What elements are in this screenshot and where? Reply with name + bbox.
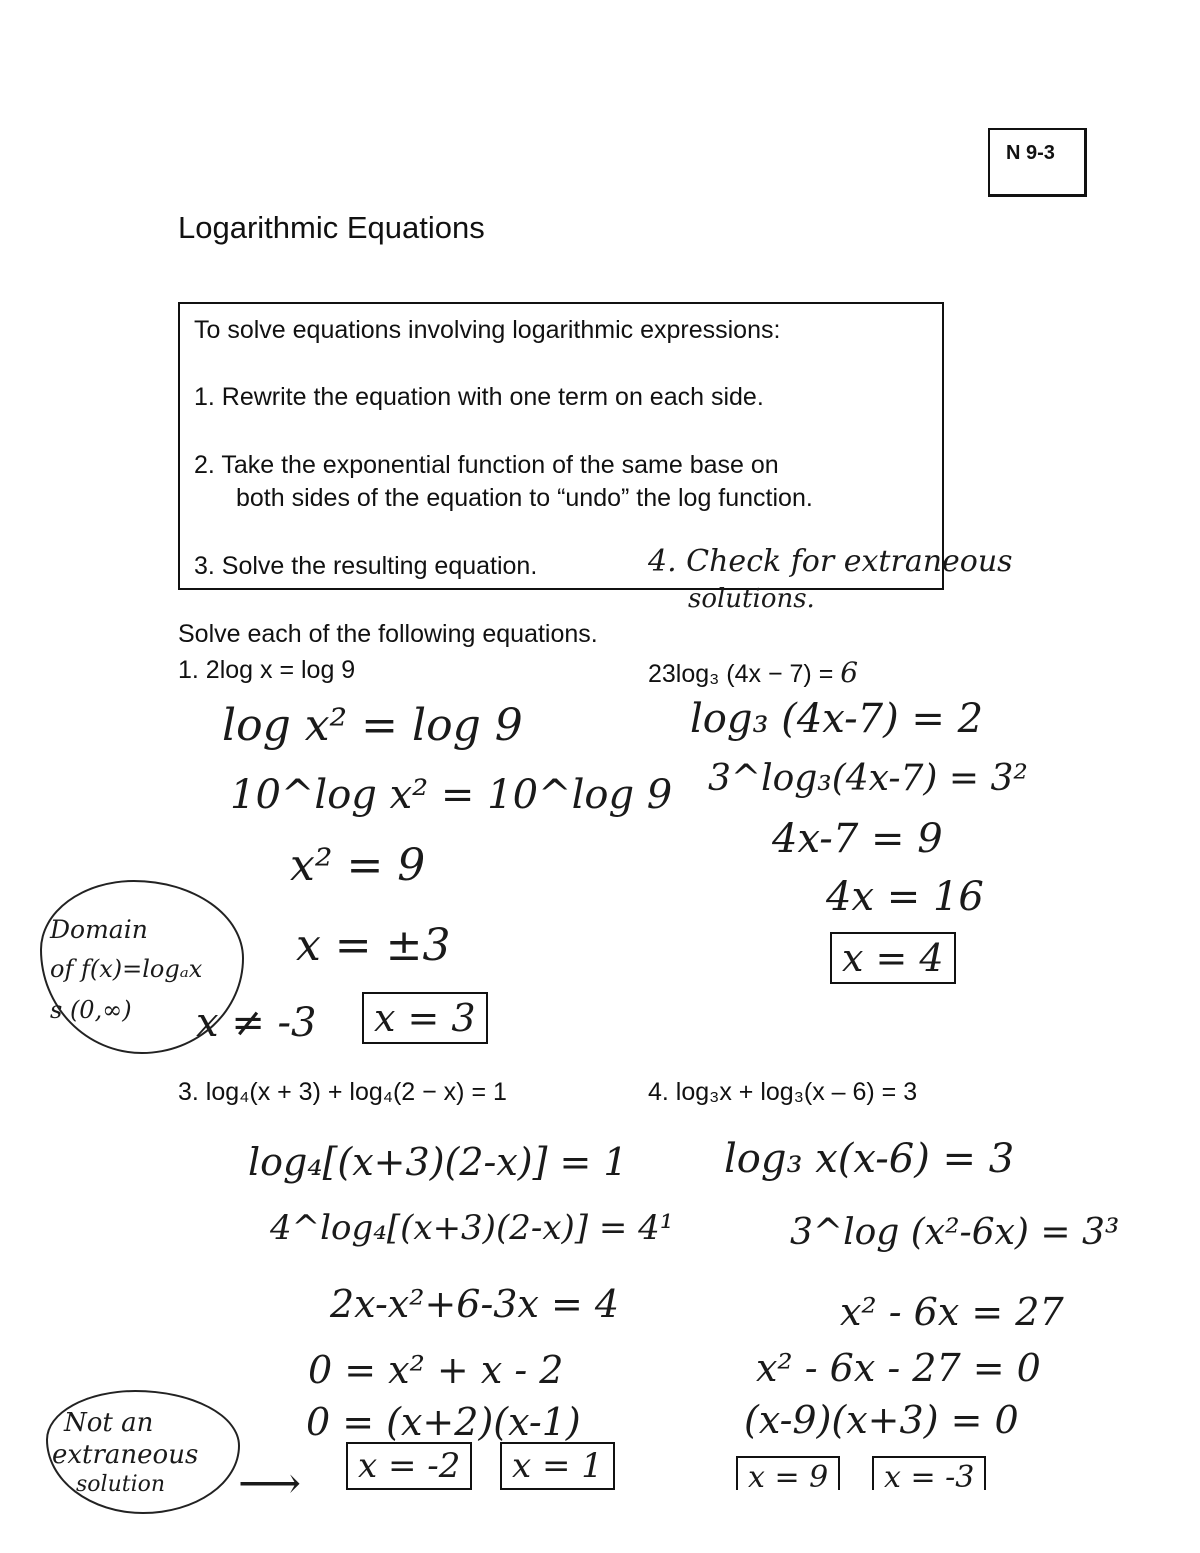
p1-work-3: x² = 9	[290, 840, 426, 891]
p4-answer-1: x = 9	[736, 1456, 840, 1490]
problem-2-label-text: 23log₃ (4x − 7) =	[648, 660, 841, 688]
extraneous-note-line-1: Not an	[64, 1408, 154, 1438]
p2-work-2: 3^log₃(4x-7) = 3²	[708, 758, 1028, 799]
document-tag	[988, 128, 1087, 197]
extraneous-note-line-2: extraneous	[52, 1440, 199, 1470]
p3-work-1: log₄[(x+3)(2-x)] = 1	[248, 1140, 628, 1184]
p3-work-2: 4^log₄[(x+3)(2-x)] = 4¹	[270, 1208, 674, 1248]
problem-3-label: 3. log₄(x + 3) + log₄(2 − x) = 1	[178, 1078, 507, 1106]
p4-work-2: 3^log (x²-6x) = 3³	[790, 1212, 1120, 1253]
problem-2-label-hand: 6	[840, 656, 859, 689]
box-step-1: 1. Rewrite the equation with one term on each side.	[194, 383, 764, 411]
step-4-handwritten: 4. Check for extraneous	[648, 544, 1013, 579]
problem-4-label: 4. log₃x + log₃(x – 6) = 3	[648, 1078, 918, 1106]
domain-note-line-3: s (0,∞)	[50, 996, 132, 1024]
p4-answer-2: x = -3	[872, 1456, 986, 1490]
domain-note-line-1: Domain	[50, 915, 148, 944]
p3-work-4: 0 = x² + x - 2	[308, 1348, 564, 1392]
p1-work-5: x ≠ -3	[196, 1000, 317, 1046]
problem-1-label: 1. 2log x = log 9	[178, 656, 356, 684]
p4-work-4: x² - 6x - 27 = 0	[756, 1346, 1041, 1390]
p4-work-1: log₃ x(x-6) = 3	[724, 1136, 1015, 1182]
p3-answer-1: x = -2	[346, 1442, 472, 1490]
p4-work-3: x² - 6x = 27	[840, 1290, 1064, 1334]
page-title: Logarithmic Equations	[178, 210, 485, 245]
arrow-icon: ⟶	[238, 1458, 302, 1509]
p3-work-5: 0 = (x+2)(x-1)	[306, 1400, 581, 1444]
p1-work-4: x = ±3	[296, 920, 451, 971]
p2-answer: x = 4	[830, 932, 956, 984]
solve-instructions: Solve each of the following equations.	[178, 620, 598, 648]
p2-work-4: 4x = 16	[826, 874, 984, 920]
p4-work-5: (x-9)(x+3) = 0	[744, 1398, 1019, 1442]
p3-work-3: 2x-x²+6-3x = 4	[330, 1282, 620, 1326]
box-intro: To solve equations involving logarithmic expressions:	[194, 316, 781, 344]
p2-work-3: 4x-7 = 9	[772, 816, 943, 862]
p1-work-2: 10^log x² = 10^log 9	[230, 772, 673, 818]
p1-work-1: log x² = log 9	[222, 700, 523, 751]
step-4-handwritten-cont: solutions.	[688, 584, 815, 614]
p2-work-1: log₃ (4x-7) = 2	[690, 696, 984, 742]
box-step-3: 3. Solve the resulting equation.	[194, 552, 538, 580]
p3-answer-2: x = 1	[500, 1442, 615, 1490]
p1-answer: x = 3	[362, 992, 488, 1044]
problem-2-label	[648, 656, 858, 689]
document-tag-text: N 9-3	[1006, 142, 1055, 164]
box-step-2a: 2. Take the exponential function of the same base on	[194, 451, 779, 479]
domain-note-line-2: of f(x)=logₐx	[50, 955, 203, 983]
box-step-2b: both sides of the equation to “undo” the log function.	[236, 484, 813, 512]
extraneous-note-line-3: solution	[76, 1472, 166, 1497]
